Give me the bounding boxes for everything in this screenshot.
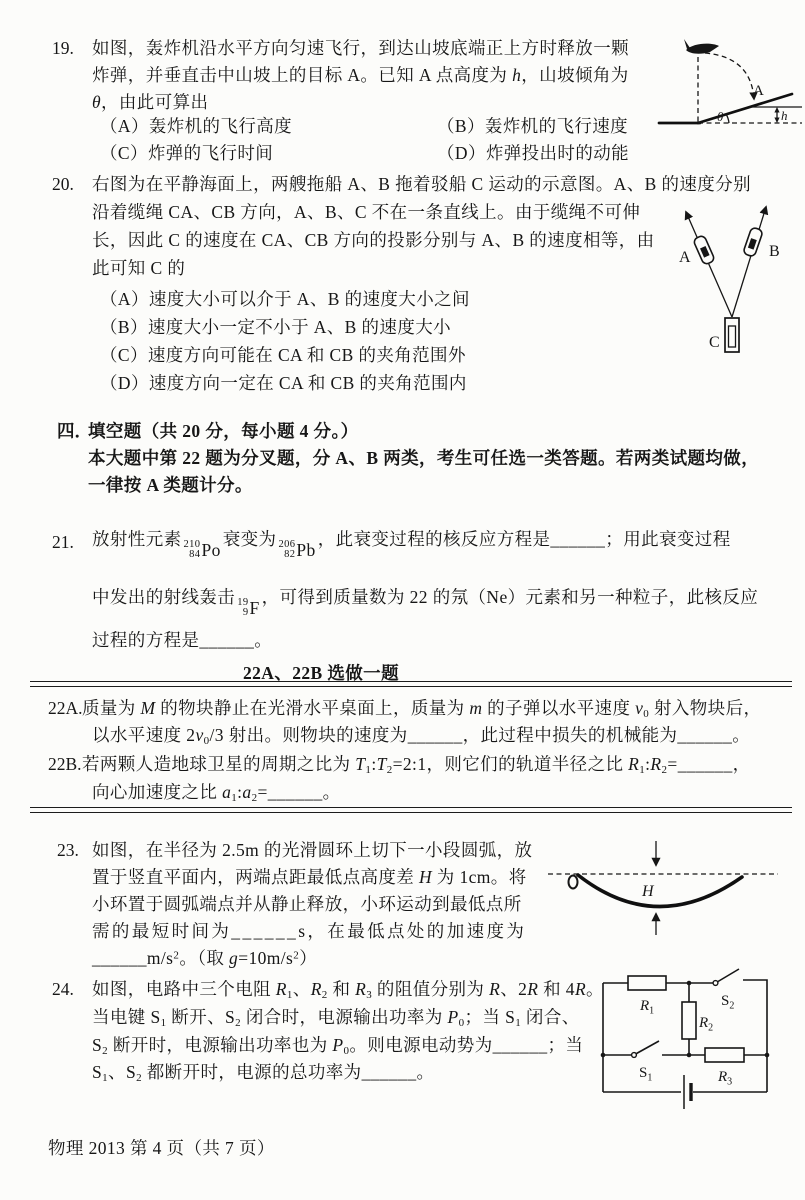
q23-line2: 置于竖直平面内，两端点距最低点高度差 H 为 1cm。将 [92, 867, 527, 887]
q19-line1: 如图，轰炸机沿水平方向匀速飞行，到达山坡底端正上方时释放一颗 [92, 38, 629, 58]
q24-line1: 如图，电路中三个电阻 $R_1$、$R_2$ 和 $R_3$ 的阻值分别为 R、2R 和 4R。 [92, 979, 604, 1001]
bomber-tail [684, 39, 690, 49]
cable-cb [732, 207, 766, 317]
q23-line4: 需的最短时间为______s，在最低点处的加速度为 [92, 921, 527, 941]
label-a: A [753, 83, 764, 99]
q23-line1: 如图，在半径为 2.5m 的光滑圆环上切下一小段圆弧，放 [92, 840, 533, 860]
q21-line1: 放射性元素 210 84 Po 衰变为 206 82 Pb ，此衰变过程的核反应方程是______；用此衰变过程 [92, 529, 731, 560]
label-h: h [781, 108, 788, 123]
node-right [765, 1053, 770, 1058]
switch-s1-lever [637, 1041, 660, 1054]
q20-option-d: （D）速度方向一定在 CA 和 CB 的夹角范围内 [100, 373, 467, 393]
q22a-number: 22A. [48, 698, 83, 718]
node-left [601, 1053, 606, 1058]
q24-number: 24. [52, 979, 74, 999]
q22a-line2: 以水平速度 $2v_0/3$ 射出。则物块的速度为______，此过程中损失的机械能为______。 [92, 725, 751, 747]
label-b: B [769, 243, 780, 260]
q19-line3: θ，由此可算出 [92, 92, 209, 112]
bomb-trajectory [705, 53, 754, 99]
q22-top-rule [30, 681, 792, 687]
label-s1: $S_1$ [639, 1065, 653, 1084]
q19-number: 19. [52, 38, 74, 58]
q23-diagram [543, 833, 788, 941]
label-h: H [642, 883, 654, 900]
q22-heading: 22A、22B 选做一题 [243, 663, 399, 683]
switch-s2-pivot [713, 981, 718, 986]
label-c: C [709, 334, 720, 351]
q20-line3: 长，因此 C 的速度在 CA、CB 方向的投影分别与 A、B 的速度相等，由 [92, 230, 655, 250]
section4-note2: 一律按 A 类题计分。 [88, 475, 253, 495]
q23-number: 23. [57, 840, 79, 860]
q22-bottom-rule [30, 807, 792, 813]
q19-option-d: （D）炸弹投出时的动能 [437, 143, 630, 163]
q23-line5: $\_\_\_\_\_\_m/s^2$。（取 $g=10m/s^2$） [92, 948, 318, 968]
section4-title: 填空题（共 20 分，每小题 4 分。） [88, 421, 359, 441]
tugboat-a-icon [693, 235, 715, 265]
theta-arc [726, 114, 729, 123]
q20-option-c: （C）速度方向可能在 CA 和 CB 的夹角范围外 [100, 345, 466, 365]
resistor-r2-box [682, 1002, 696, 1039]
q20-option-a: （A）速度大小可以介于 A、B 的速度大小之间 [100, 289, 470, 309]
q24-line4: $S_1$、$S_2$ 都断开时，电源的总功率为______。 [92, 1062, 435, 1084]
resistor-r1-box [628, 976, 666, 990]
q19-diagram [653, 33, 805, 160]
page-footer: 物理 2013 第 4 页（共 7 页） [48, 1138, 275, 1158]
q19-option-a: （A）轰炸机的飞行高度 [100, 116, 293, 136]
q22b-line1: 若两颗人造地球卫星的周期之比为 $T_1:T_2=2:1$，则它们的轨道半径之比 $R_1:R_2=\_\_\_\_\_\_$， [82, 754, 751, 776]
q19-option-c: （C）炸弹的飞行时间 [100, 143, 274, 163]
section4-number: 四． [57, 421, 92, 441]
q20-option-b: （B）速度大小一定不小于 A、B 的速度大小 [100, 317, 452, 337]
q20-diagram [663, 193, 798, 365]
small-ring-icon [569, 876, 578, 889]
q24-circuit-diagram [595, 963, 785, 1113]
q24-line2: 当电键 $S_1$ 断开、$S_2$ 闭合时，电源输出功率为 $P_0$；当 $S_1$ 闭合、 [92, 1007, 580, 1029]
top-right-wire [743, 980, 767, 1092]
barge-c-icon [725, 318, 739, 352]
label-s2: $S_2$ [721, 993, 735, 1012]
q22b-number: 22B. [48, 754, 82, 774]
q22a-line1: 质量为 M 的物块静止在光滑水平桌面上，质量为 m 的子弹以水平速度 $v_0$ 射入物块后， [82, 698, 762, 720]
h-arrowhead-up [774, 107, 779, 113]
switch-s2-lever [718, 969, 739, 982]
q19-option-b: （B）轰炸机的飞行速度 [437, 116, 629, 136]
bomber-icon [686, 44, 719, 54]
q20-line4: 此可知 C 的 [92, 258, 186, 278]
label-theta: θ [717, 109, 724, 124]
switch-s1-pivot [632, 1053, 637, 1058]
arc-track [578, 875, 742, 907]
resistor-r3-box [705, 1048, 744, 1062]
q21-number: 21. [52, 532, 74, 552]
node-top [687, 981, 692, 986]
q21-line3: 过程的方程是______。 [92, 630, 273, 650]
q21-line2: 中发出的射线轰击 19 9 F ，可得到质量数为 22 的氖（Ne）元素和另一种粒子，此核反应 [92, 587, 759, 618]
q22b-line2: 向心加速度之比 $a_1:a_2=\_\_\_\_\_\_$。 [92, 782, 341, 804]
q20-line2: 沿着缆绳 CA、CB 方向，A、B、C 不在一条直线上。由于缆绳不可伸 [92, 202, 641, 222]
label-r1: $R_1$ [640, 998, 655, 1017]
q19-line2: 炸弹，并垂直击中山坡上的目标 A。已知 A 点高度为 h，山坡倾角为 [92, 65, 629, 85]
tugboat-b-icon [743, 227, 763, 257]
q20-line1: 右图为在平静海面上，两艘拖船 A、B 拖着驳船 C 运动的示意图。A、B 的速度分别 [92, 174, 751, 194]
cable-ca [686, 212, 732, 317]
h-arrowhead-down [774, 118, 779, 124]
q24-line3: $S_2$ 断开时，电源输出功率也为 $P_0$。则电源电动势为______；当 [92, 1035, 584, 1057]
section4-note1: 本大题中第 22 题为分叉题，分 A、B 两类，考生可任选一类答题。若两类试题均做， [88, 448, 760, 468]
q20-number: 20. [52, 174, 74, 194]
label-r2: $R_2$ [699, 1015, 714, 1034]
label-a: A [679, 249, 691, 266]
node-center [687, 1053, 692, 1058]
q23-line3: 小环置于圆弧端点并从静止释放，小环运动到最低点所 [92, 894, 522, 914]
label-r3: $R_3$ [718, 1069, 733, 1088]
